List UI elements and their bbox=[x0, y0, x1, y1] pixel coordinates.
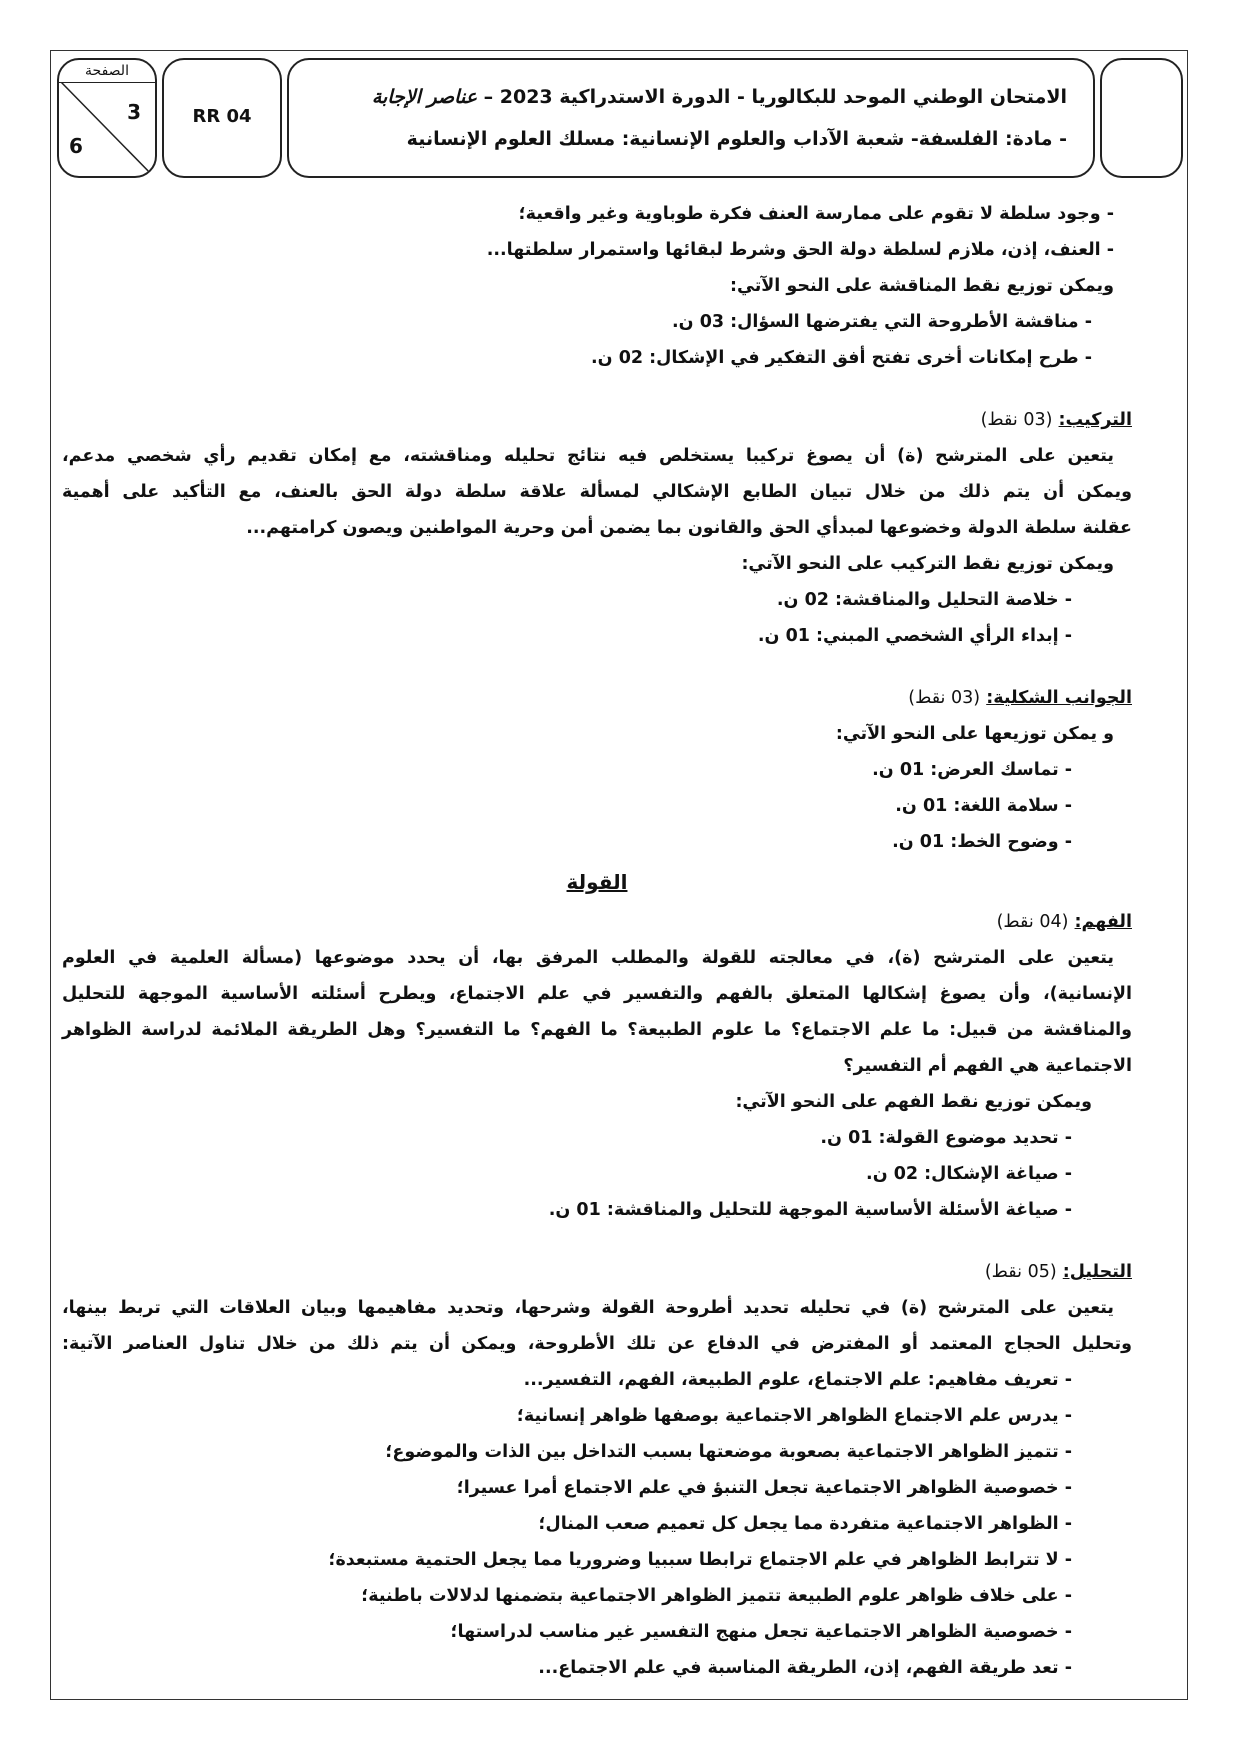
list-item: - خصوصية الظواهر الاجتماعية تجعل منهج التفسير غير مناسب لدراستها؛ bbox=[450, 1622, 1072, 1642]
page-current: 3 bbox=[127, 100, 141, 124]
synthesis-heading: التركيب: (03 نقط) bbox=[980, 410, 1132, 430]
analysis-heading: التحليل: (05 نقط) bbox=[984, 1262, 1132, 1282]
distribution-line: ويمكن توزيع نقط الفهم على النحو الآتي: bbox=[735, 1092, 1092, 1112]
answer-elements-stamp: عناصر الإجابة bbox=[371, 86, 478, 108]
exam-code: RR 04 bbox=[192, 106, 252, 127]
paragraph-line: عقلنة سلطة الدولة وخضوعها لمبدأي الحق والقانون بما يضمن أمن وحرية المواطنين ويصون كرامتهم... bbox=[246, 518, 1132, 538]
paragraph-line: الإنسانية)، وأن يصوغ إشكالها المتعلق بالفهم والتفسير في علم الاجتماع، ويطرح أسئلته الأساسية الموجهة للتحليل bbox=[62, 984, 1132, 1004]
page-label: الصفحة bbox=[85, 63, 129, 79]
list-item: - العنف، إذن، ملازم لسلطة دولة الحق وشرط لبقائها واستمرار سلطتها... bbox=[486, 240, 1114, 260]
list-item: - وضوح الخط: 01 ن. bbox=[892, 832, 1072, 852]
list-item: - مناقشة الأطروحة التي يفترضها السؤال: 03 ن. bbox=[672, 312, 1092, 332]
list-item: - يدرس علم الاجتماع الظواهر الاجتماعية بوصفها ظواهر إنسانية؛ bbox=[516, 1406, 1072, 1426]
quote-title: القولة bbox=[566, 870, 628, 894]
list-item: - الظواهر الاجتماعية متفردة مما يجعل كل تعميم صعب المنال؛ bbox=[538, 1514, 1072, 1534]
list-item: - لا تترابط الظواهر في علم الاجتماع ترابطا سببيا وضروريا مما يجعل الحتمية مستبعدة؛ bbox=[328, 1550, 1072, 1570]
content bbox=[62, 196, 1132, 1686]
distribution-line: و يمكن توزيعها على النحو الآتي: bbox=[835, 724, 1114, 744]
header-title-box bbox=[287, 58, 1095, 178]
list-item: - خصوصية الظواهر الاجتماعية تجعل التنبؤ في علم الاجتماع أمرا عسيرا؛ bbox=[456, 1478, 1072, 1498]
list-item: - تعريف مفاهيم: علم الاجتماع، علوم الطبيعة، الفهم، التفسير... bbox=[523, 1370, 1072, 1390]
list-item: - تماسك العرض: 01 ن. bbox=[872, 760, 1072, 780]
page-diagonal bbox=[59, 82, 157, 178]
formal-heading: الجوانب الشكلية: (03 نقط) bbox=[908, 688, 1132, 708]
list-item: - تتميز الظواهر الاجتماعية بصعوبة موضعتها بسبب التداخل بين الذات والموضوع؛ bbox=[385, 1442, 1072, 1462]
paragraph-line: يتعين على المترشح (ة)، في معالجته للقولة والمطلب المرفق بها، أن يحدد موضوعها (مسألة العلمية في العلوم bbox=[62, 948, 1114, 968]
list-item: - تعد طريقة الفهم، إذن، الطريقة المناسبة في علم الاجتماع... bbox=[538, 1658, 1072, 1678]
exam-code-box bbox=[162, 58, 282, 178]
paragraph-line: وتحليل الحجاج المعتمد أو المفترض في الدفاع عن تلك الأطروحة، ويمكن أن يتم ذلك من خلال تناول العناصر الآتية: bbox=[62, 1334, 1132, 1354]
paragraph-line: الاجتماعية هي الفهم أم التفسير؟ bbox=[843, 1056, 1132, 1076]
page-total: 6 bbox=[69, 134, 83, 158]
list-item: - سلامة اللغة: 01 ن. bbox=[895, 796, 1072, 816]
list-item: - إبداء الرأي الشخصي المبني: 01 ن. bbox=[757, 626, 1072, 646]
list-item: - طرح إمكانات أخرى تفتح أفق التفكير في الإشكال: 02 ن. bbox=[591, 348, 1092, 368]
distribution-line: ويمكن توزيع نقط التركيب على النحو الآتي: bbox=[741, 554, 1114, 574]
list-item: - وجود سلطة لا تقوم على ممارسة العنف فكرة طوباوية وغير واقعية؛ bbox=[518, 204, 1114, 224]
list-item: - صياغة الأسئلة الأساسية الموجهة للتحليل والمناقشة: 01 ن. bbox=[548, 1200, 1072, 1220]
list-item: - خلاصة التحليل والمناقشة: 02 ن. bbox=[776, 590, 1072, 610]
understanding-heading: الفهم: (04 نقط) bbox=[996, 912, 1132, 932]
exam-title: الامتحان الوطني الموحد للبكالوريا - الدورة الاستدراكية 2023 – عناصر الإجابة bbox=[371, 86, 1067, 108]
paragraph-line: ويمكن أن يتم ذلك من خلال تبيان الطابع الإشكالي لمسألة علاقة سلطة دولة الحق بالعنف، مع التأكيد على أهمية bbox=[62, 482, 1132, 502]
paragraph-line: يتعين على المترشح (ة) في تحليله تحديد أطروحة القولة وشرحها، وتحديد مفاهيمها وبيان العلاقات التي تربط بينها، bbox=[62, 1298, 1114, 1318]
header-blank-box bbox=[1100, 58, 1183, 178]
paragraph-line: والمناقشة من قبيل: ما علم الاجتماع؟ ما علوم الطبيعة؟ ما الفهم؟ ما التفسير؟ وهل الطريقة الملائمة لدراسة الظواهر bbox=[62, 1020, 1132, 1040]
distribution-line: ويمكن توزيع نقط المناقشة على النحو الآتي: bbox=[729, 276, 1114, 296]
list-item: - تحديد موضوع القولة: 01 ن. bbox=[820, 1128, 1072, 1148]
page-number-box bbox=[57, 58, 157, 178]
paragraph-line: يتعين على المترشح (ة) أن يصوغ تركيبا يستخلص فيه نتائج تحليله ومناقشته، مع إمكان تقديم رأي شخصي مدعم، bbox=[62, 446, 1114, 466]
list-item: - صياغة الإشكال: 02 ن. bbox=[866, 1164, 1072, 1184]
list-item: - على خلاف ظواهر علوم الطبيعة تتميز الظواهر الاجتماعية بتضمنها لدلالات باطنية؛ bbox=[361, 1586, 1072, 1606]
subject-line: - مادة: الفلسفة- شعبة الآداب والعلوم الإنسانية: مسلك العلوم الإنسانية bbox=[406, 128, 1067, 150]
